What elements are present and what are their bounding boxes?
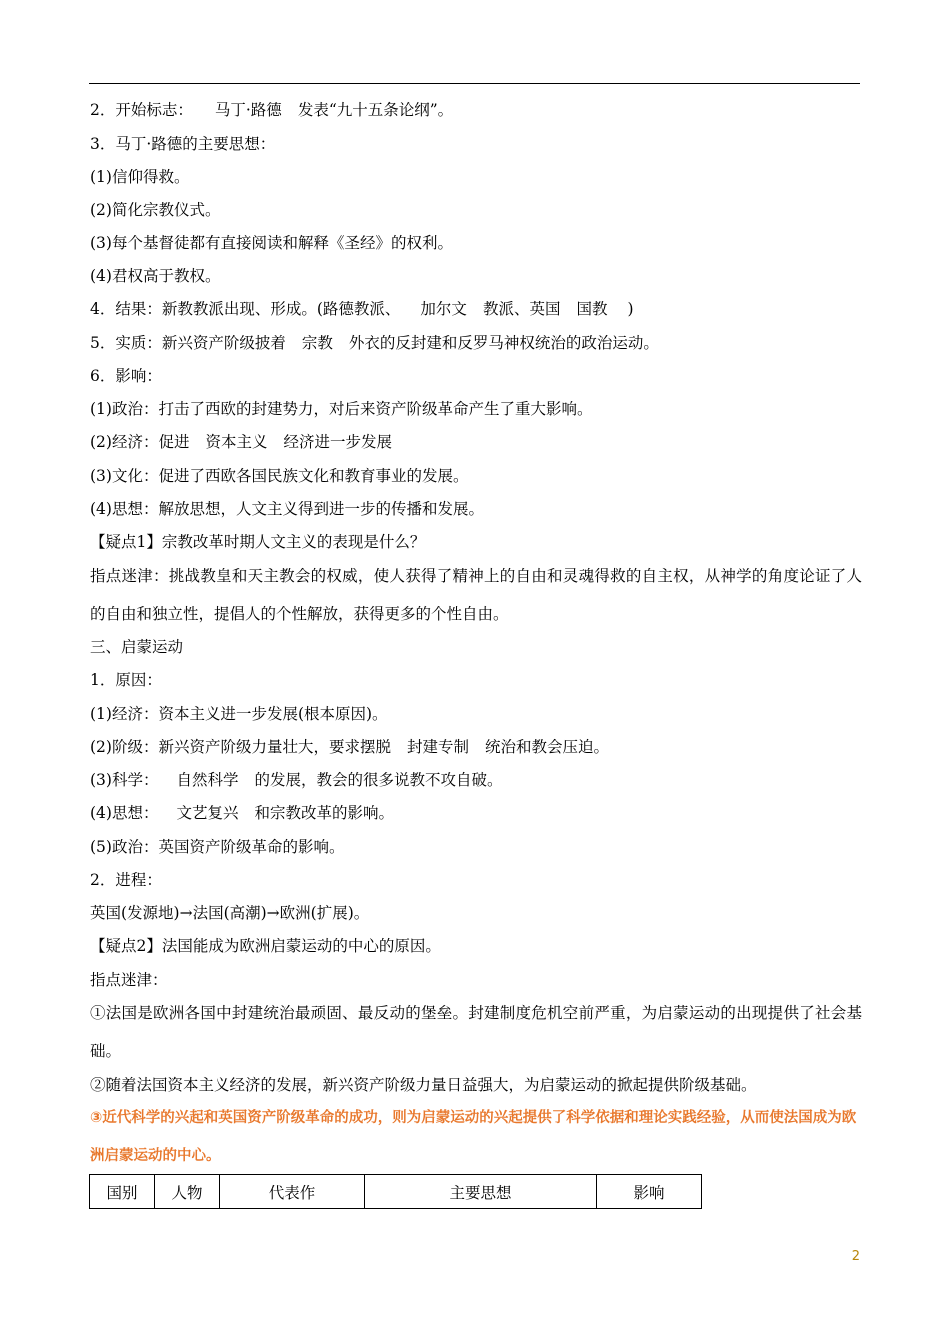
line-item: (1)经济：资本主义进一步发展(根本原因)。 [90,705,388,723]
table-header-cell: 国别 [90,1175,155,1209]
section-heading: 三、启蒙运动 [90,638,184,656]
answer-1: 指点迷津：挑战教皇和天主教会的权威，使人获得了精神上的自由和灵魂得救的自主权，从神学的角度论证了人的自由和独立性，提倡人的个性解放，获得更多的个性自由。 [90,567,862,623]
table-header-cell: 影响 [597,1175,702,1209]
table-header-cell: 代表作 [220,1175,365,1209]
table-header-row [90,1175,702,1209]
line-result: 4．结果：新教教派出现、形成。(路德教派、 加尔文 教派、英国 国教 ) [90,300,634,318]
answer-2-point-2: ②随着法国资本主义经济的发展，新兴资产阶级力量日益强大，为启蒙运动的掀起提供阶级基础。 [90,1076,757,1094]
answer-2-point-3: ③近代科学的兴起和英国资产阶级革命的成功，则为启蒙运动的兴起提供了科学依据和理论实践经验，从而使法国成为欧洲启蒙运动的中心。 [90,1110,857,1164]
question-1: 【疑点1】宗教改革时期人文主义的表现是什么？ [90,533,426,551]
line-item: (1)政治：打击了西欧的封建势力，对后来资产阶级革命产生了重大影响。 [90,400,593,418]
line-influence: 6．影响： [90,367,162,385]
line-item: (5)政治：英国资产阶级革命的影响。 [90,838,345,856]
table-header-cell: 人物 [155,1175,220,1209]
line-item: (2)阶级：新兴资产阶级力量壮大，要求摆脱 封建专制 统治和教会压迫。 [90,738,609,756]
line-process-detail: 英国(发源地)→法国(高潮)→欧洲(扩展)。 [90,904,370,922]
line-essence: 5．实质：新兴资产阶级披着 宗教 外衣的反封建和反罗马神权统治的政治运动。 [90,334,659,352]
question-2: 【疑点2】法国能成为欧洲启蒙运动的中心的原因。 [90,937,441,955]
line-item: (1)信仰得救。 [90,168,190,186]
answer-2-point-1: ①法国是欧洲各国中封建统治最顽固、最反动的堡垒。封建制度危机空前严重，为启蒙运动的出现提供了社会基础。 [90,1004,862,1060]
header-rule [89,83,860,84]
table-header-cell: 主要思想 [365,1175,597,1209]
line-item: (2)经济：促进 资本主义 经济进一步发展 [90,433,392,451]
line-cause: 1．原因： [90,671,162,689]
line-item: (4)君权高于教权。 [90,267,221,285]
line-item: (3)文化：促进了西欧各国民族文化和教育事业的发展。 [90,467,469,485]
answer-2-label: 指点迷津： [90,971,168,989]
line-item: (2)简化宗教仪式。 [90,201,221,219]
line-process: 2．进程： [90,871,162,889]
line-luther-thought: 3．马丁·路德的主要思想： [90,135,276,153]
line-start-sign: 2．开始标志： 马丁·路德 发表“九十五条论纲”。 [90,101,454,119]
page-number: 2 [851,1249,860,1264]
line-item: (3)每个基督徒都有直接阅读和解释《圣经》的权利。 [90,234,453,252]
enlightenment-table [89,1174,702,1209]
line-item: (4)思想： 文艺复兴 和宗教改革的影响。 [90,804,394,822]
line-item: (4)思想：解放思想，人文主义得到进一步的传播和发展。 [90,500,484,518]
line-item: (3)科学： 自然科学 的发展，教会的很多说教不攻自破。 [90,771,503,789]
